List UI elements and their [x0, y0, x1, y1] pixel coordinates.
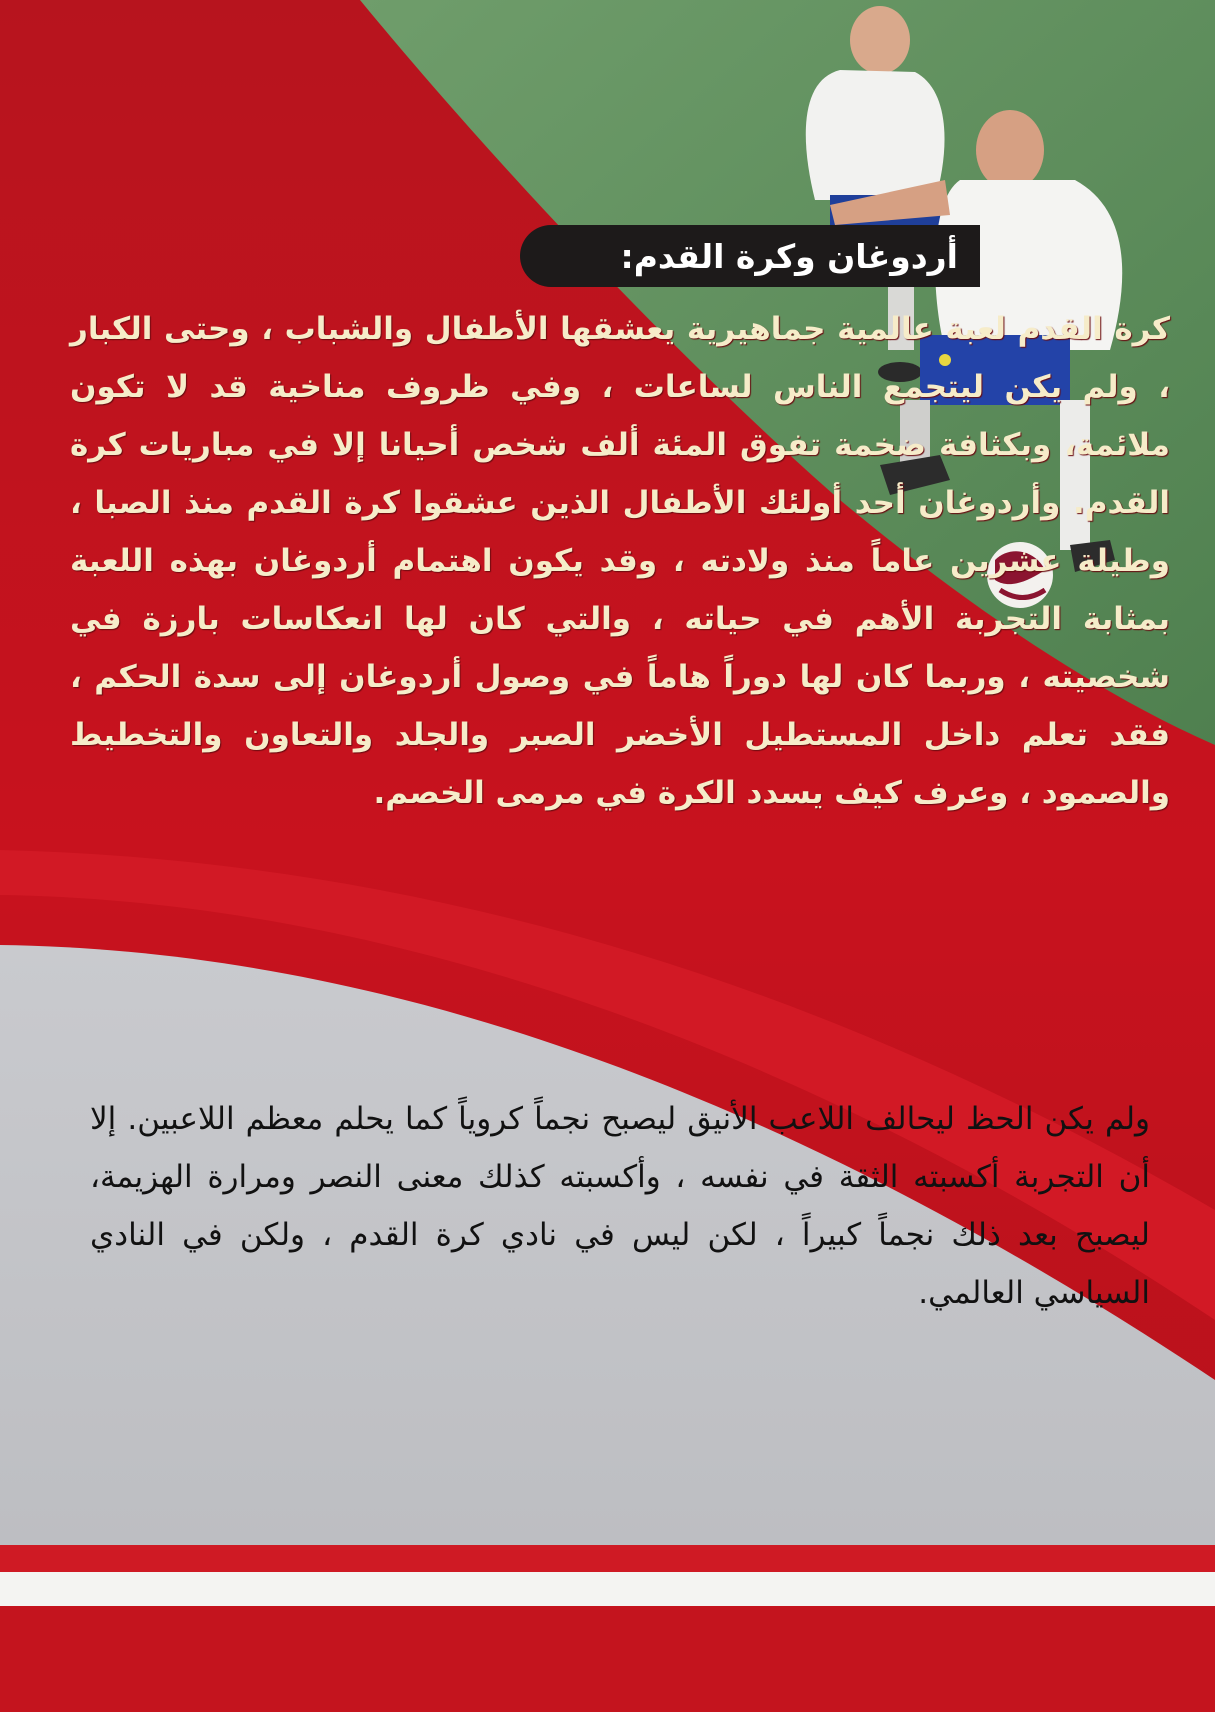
closing-paragraph: ولم يكن الحظ ليحالف اللاعب الأنيق ليصبح نجماً كروياً كما يحلم معظم اللاعبين. إلا أن التجربة أكسبته الثقة في نفسه ، وأكسبته كذلك معنى النصر ومرارة الهزيمة، ليصبح بعد ذلك نجماً كبيراً ، لكن ليس في نادي كرة القدم ، ولكن في النادي السياسي العالمي.	[90, 1101, 1150, 1311]
bottom-red-base	[0, 1606, 1215, 1712]
bottom-red-band	[0, 1545, 1215, 1572]
closing-text-block	[90, 1090, 1150, 1322]
bottom-white-stripe	[0, 1572, 1215, 1606]
section-heading	[520, 225, 980, 287]
section-heading-text: أردوغان وكرة القدم:	[620, 236, 958, 276]
intro-text-block	[70, 300, 1170, 822]
intro-paragraph: كرة القدم لعبة عالمية جماهيرية يعشقها الأطفال والشباب ، وحتى الكبار ، ولم يكن ليتجمع الناس لساعات ، وفي ظروف مناخية قد لا تكون ملائمة، وبكثافة ضخمة تفوق المئة ألف شخص أحيانا إلا في مباريات كرة القدم. وأردوغان أحد أولئك الأطفال الذين عشقوا كرة القدم منذ الصبا ، وطيلة عشرين عاماً منذ ولادته ، وقد يكون اهتمام أردوغان بهذه اللعبة بمثابة التجربة الأهم في حياته ، والتي كان لها انعكاسات بارزة في شخصيته ، وربما كان لها دوراً هاماً في وصول أردوغان إلى سدة الحكم ، فقد تعلم داخل المستطيل الأخضر الصبر والجلد والتعاون والتخطيط والصمود ، وعرف كيف يسدد الكرة في مرمى الخصم.	[70, 311, 1170, 811]
